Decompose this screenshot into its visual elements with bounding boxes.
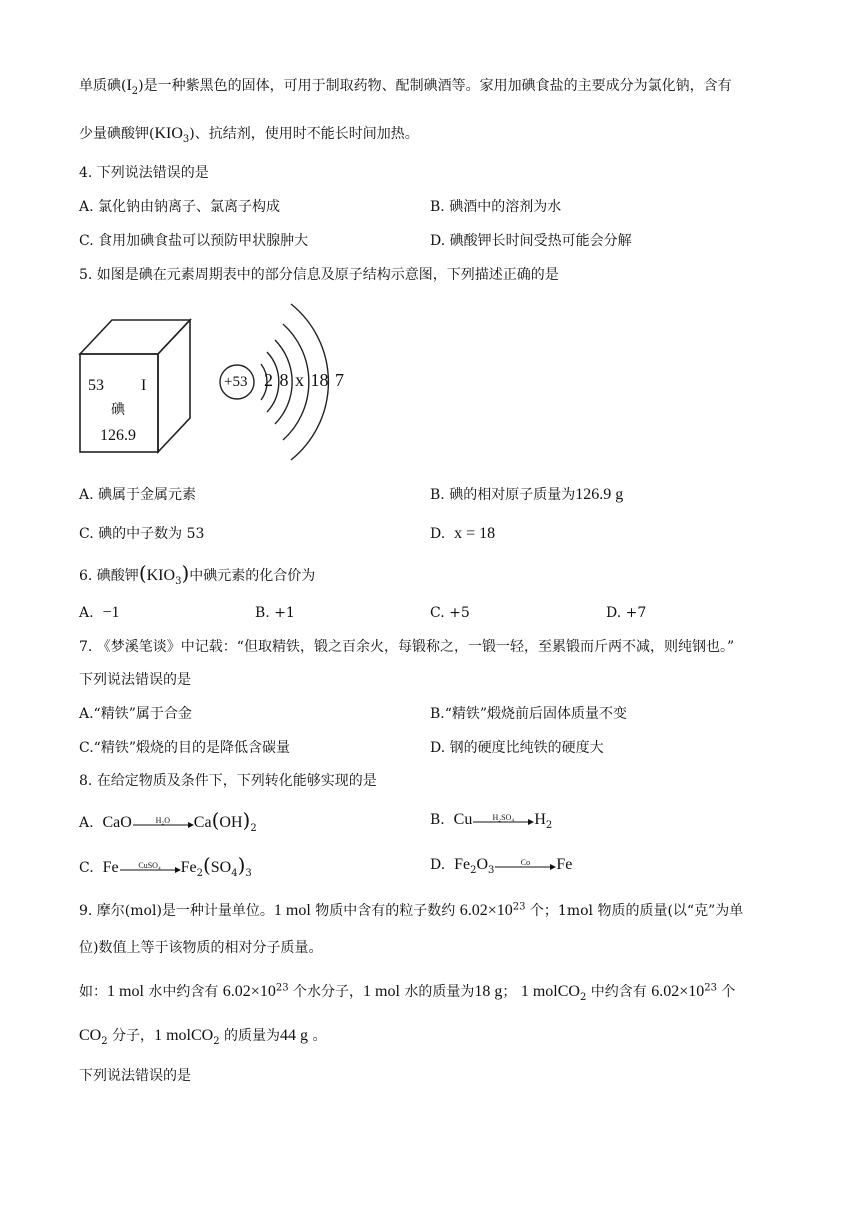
reaction-condition: H₂SO₄ [492,813,515,822]
kio3-formula: KIO [146,567,176,584]
cell-atomic-mass: 126.9 [100,427,136,444]
q9-text: 。 [308,1028,327,1044]
q7-stem-line-1: 7. 《梦溪笔谈》中记载：“但取精铁，锻之百余火，每锻称之，一锻一轻，至累锻而斤两不减，则纯钢也。” [79,639,735,655]
q9-text: 个 [716,984,736,1000]
nucleus-charge: +53 [224,374,248,390]
q8-option-b[interactable] [430,810,552,830]
option-value: −1 [102,604,120,621]
q9-value: CO [79,1027,102,1044]
reaction-arrow [119,858,181,878]
paren: ) [237,853,246,877]
i2-formula: I [126,77,132,94]
q4-option-b[interactable]: B. 碘酒中的溶剂为水 [430,199,562,215]
q9-text: 分子， [107,1028,155,1044]
reaction-condition: Co [520,858,531,867]
q9-value: 1 mol [107,983,144,1000]
q6-option-b[interactable]: B. +1 [255,605,295,621]
q4-option-a[interactable]: A. 氯化钠由钠离子、氯离子构成 [79,199,281,215]
paren: ) [181,561,190,585]
electron-shells: 2 8 x 18 7 [264,370,344,390]
q9-text: 中约含有 [586,984,652,1000]
q8-option-d[interactable] [430,855,572,875]
q6-stem [79,563,315,586]
subscript: 2 [101,1035,108,1047]
option-label: A. [79,815,94,831]
subscript: 2 [196,867,203,879]
q9-value: 1 molCO [520,983,580,1000]
q9-text: 水中约含有 [143,984,223,1000]
q5-option-d[interactable] [430,524,495,544]
paren: ( [202,853,211,877]
cell-symbol: I [141,377,147,394]
paren: ( [138,561,147,585]
q5-stem: 5. 如图是碘在元素周期表中的部分信息及原子结构示意图，下列描述正确的是 [79,267,559,283]
q9-value: 1 mol [273,902,311,919]
product-group: OH [219,814,243,831]
q9-value: 1 molCO [154,1027,214,1044]
q9-text: 9. 摩尔(mol)是一种计量单位。 [79,903,274,919]
q9-value: 6.02×10 [222,983,276,1000]
superscript: 23 [512,901,526,913]
subscript: 2 [131,85,139,97]
subscript: 3 [175,575,182,587]
subscript: 3 [488,864,495,876]
q7-option-d[interactable]: D. 钢的硬度比纯铁的硬度大 [430,740,604,756]
q9-value: 18 g [474,983,503,1000]
stem-text: 中碘元素的化合价为 [189,568,316,584]
reactant: Cu [453,811,473,828]
subscript: 2 [545,819,553,831]
reaction-condition: H₂O [155,816,170,825]
option-value: 126.9 g [575,486,624,503]
q9-line-3 [79,982,735,1002]
superscript: 23 [275,982,289,994]
kio3-formula: KIO [154,125,183,142]
product: H [534,811,546,828]
intro-line-2 [79,124,419,144]
subscript: 3 [245,867,252,879]
q9-text: 物质中含有的粒子数约 [310,903,460,919]
intro-text: )、抗结剂，使用时不能长时间加热。 [189,126,419,142]
q7-option-b[interactable]: B.“精铁”煅烧前后固体质量不变 [430,706,628,722]
intro-text: 单质碘( [79,78,127,94]
q7-option-a[interactable]: A.“精铁”属于合金 [79,706,192,722]
q9-value: 1 mol [363,983,400,1000]
paren: ( [211,808,220,832]
arrow-icon [119,858,181,878]
q9-text: 水的质量为 [399,984,475,1000]
option-value: x = 18 [454,525,496,542]
q4-option-d[interactable]: D. 碘酸钾长时间受热可能会分解 [430,233,632,249]
reaction-condition: CuSO₄ [138,861,161,870]
intro-text: 少量碘酸钾( [79,126,155,142]
q5-option-c[interactable]: C. 碘的中子数为 53 [79,526,205,542]
reaction-arrow [132,813,194,833]
intro-line-1 [79,76,732,96]
cell-atomic-number: 53 [88,377,104,394]
reactant: Fe [102,859,119,876]
cell-element-name: 碘 [111,402,125,418]
option-text: D. [430,526,446,542]
arrow-icon [494,855,556,875]
q9-line-2: 位)数值上等于该物质的相对分子质量。 [79,940,323,956]
q6-option-a[interactable] [79,603,120,623]
superscript: 23 [704,982,717,994]
reactant: Fe [454,856,471,873]
product: Fe [556,856,573,873]
subscript: 2 [579,991,587,1003]
q5-option-b[interactable] [430,485,623,505]
subscript: 4 [231,867,238,879]
stem-text: 6. 碘酸钾 [79,568,139,584]
intro-text: )是一种紫黑色的固体，可用于制取药物、配制碘酒等。家用加碘食盐的主要成分为氯化钠，含有 [138,78,732,94]
q9-value: 6.02×10 [459,902,513,919]
subscript: 3 [182,133,190,145]
arrow-icon [132,813,194,833]
arrow-icon [472,810,534,830]
reaction-arrow [472,810,534,830]
q9-text: 的质量为 [219,1028,281,1044]
q7-option-c[interactable]: C.“精铁”煅烧的目的是降低含碳量 [79,740,290,756]
q6-option-d[interactable]: D. +7 [606,605,647,621]
q8-stem: 8. 在给定物质及条件下，下列转化能够实现的是 [79,773,377,789]
paren: ) [242,808,251,832]
subscript: 2 [470,864,477,876]
subscript: 2 [213,1035,220,1047]
q9-text: 个水分子， [288,984,364,1000]
option-text: B. 碘的相对原子质量为 [430,487,576,503]
q9-text: 个；1mol 物质的质量(以“克”为单 [525,903,744,919]
reactant-part: O [476,856,489,873]
q9-value: 6.02×10 [651,983,705,1000]
reaction-arrow [494,855,556,875]
subscript: 2 [250,822,257,834]
q9-line-4 [79,1026,326,1046]
q4-stem: 4. 下列说法错误的是 [79,165,209,181]
product: Fe [180,859,197,876]
q9-text: 如： [79,984,107,1000]
q4-option-c[interactable]: C. 食用加碘食盐可以预防甲状腺肿大 [79,233,309,249]
option-label: D. [430,857,446,873]
q8-option-c[interactable] [79,855,252,878]
product: Ca [193,814,212,831]
reactant: CaO [102,814,132,831]
q9-line-5: 下列说法错误的是 [79,1068,191,1084]
q9-text: ； [502,984,517,1000]
option-label: C. [79,860,94,876]
option-text: A. [79,605,94,621]
q5-option-a[interactable]: A. 碘属于金属元素 [79,487,197,503]
q7-stem-line-2: 下列说法错误的是 [79,672,191,688]
q6-option-c[interactable]: C. +5 [430,605,470,621]
q8-option-a[interactable] [79,810,257,833]
q9-value: 44 g [280,1027,309,1044]
product-group: SO [210,859,232,876]
q9-line-1 [79,901,743,921]
option-label: B. [430,812,445,828]
